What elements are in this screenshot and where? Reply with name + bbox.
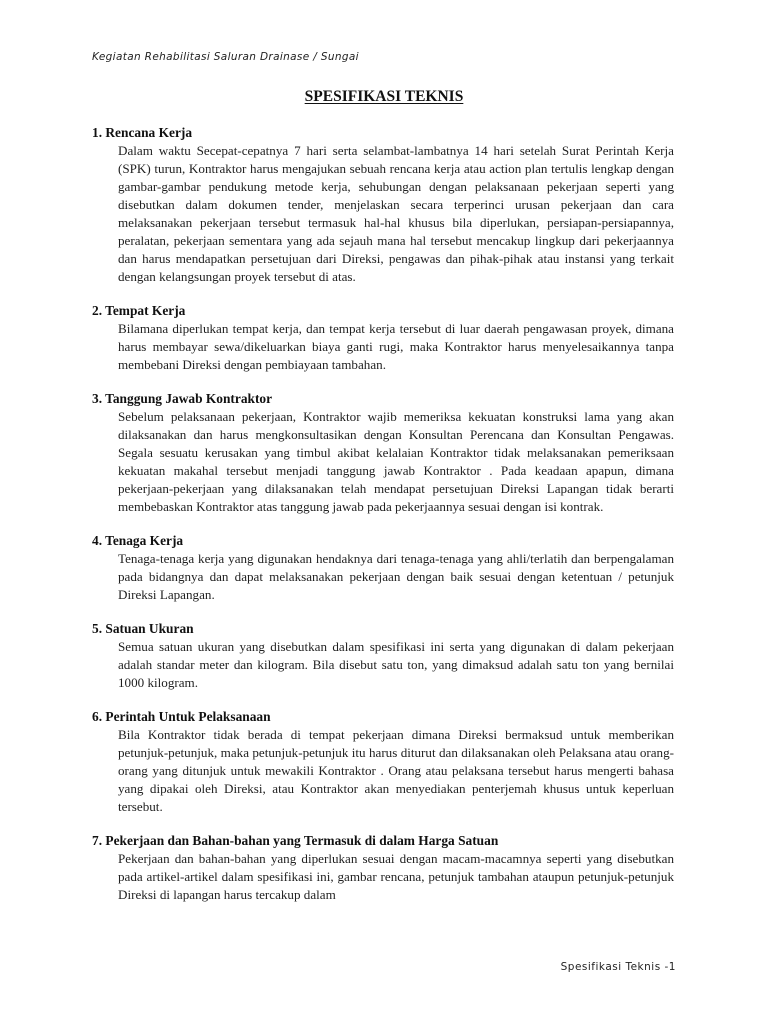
section-paragraph: Pekerjaan dan bahan-bahan yang diperlukan sesuai dengan macam-macamnya seperti yang disebutkan pada artikel-artikel dalam spesifikasi ini, gambar rencana, petunjuk tambahan ataupun petunjuk-petunjuk Direksi di lapangan harus tercakup dalam (118, 851, 674, 902)
page-footer: Spesifikasi Teknis -1 (560, 961, 676, 973)
section-paragraph: Tenaga-tenaga kerja yang digunakan hendaknya dari tenaga-tenaga yang ahli/terlatih dan berpengalaman pada bidangnya dan dapat melaksanakan pekerjaan dengan baik sesuai dengan ketentuan / petunjuk Direksi Lapangan. (118, 551, 674, 602)
section-heading: 7. Pekerjaan dan Bahan-bahan yang Termasuk di dalam Harga Satuan (92, 833, 499, 848)
section-heading: 6. Perintah Untuk Pelaksanaan (92, 709, 271, 724)
section-rencana-kerja (92, 124, 674, 286)
section-paragraph: Dalam waktu Secepat-cepatnya 7 hari serta selambat-lambatnya 14 hari setelah Surat Perintah Kerja (SPK) turun, Kontraktor harus mengajukan sebuah rencana kerja atau action plan tertulis lengkap dengan gambar-gambar pendukung metode kerja, sehubungan dengan pelaksanaan pekerjaan seperti yang disebutkan dalam dokumen tender, menjelaskan secara terperinci urusan pekerjaan dan cara melaksanakan pekerjaan tersebut termasuk hal-hal khusus bila diperlukan, persiapan-persiapannya, peralatan, pekerjaan sementara yang ada sejauh mana hal tersebut mencakup lingkup dari pekerjaannya dan harus mendapatkan persetujuan dari Direksi, pengawas dan pihak-pihak atau instansi yang terkait dengan kelangsungan proyek tersebut di atas. (118, 143, 674, 284)
document-body (92, 124, 674, 920)
section-paragraph: Semua satuan ukuran yang disebutkan dalam spesifikasi ini serta yang digunakan di dalam pekerjaan adalah standar meter dan kilogram. Bila disebut satu ton, yang dimaksud adalah satu ton yang bernilai 1000 kilogram. (118, 639, 674, 690)
section-paragraph: Sebelum pelaksanaan pekerjaan, Kontraktor wajib memeriksa kekuatan konstruksi lama yang akan dilaksanakan dan harus mengkonsultasikan dengan Konsultan Perencana dan Konsultan Pengawas. Segala sesuatu kerusakan yang timbul akibat kelalaian Kontraktor tidak melaksanakan pemeriksaan kekuatan makahal tersebut menjadi tanggung jawab Kontraktor . Pada keadaan apapun, dimana pekerjaan-pekerjaan yang dilaksanakan telah mendapat persetujuan Direksi Lapangan tidak berarti membebaskan Kontraktor atas tanggung jawab pada pekerjaannya sesuai dengan isi kontrak. (118, 409, 674, 514)
section-tenaga-kerja (92, 532, 674, 604)
section-heading: 1. Rencana Kerja (92, 125, 193, 140)
running-header: Kegiatan Rehabilitasi Saluran Drainase / Sungai (92, 51, 359, 63)
section-perintah-pelaksanaan (92, 708, 674, 816)
section-tanggung-jawab-kontraktor (92, 390, 674, 516)
section-satuan-ukuran (92, 620, 674, 692)
section-paragraph: Bila Kontraktor tidak berada di tempat pekerjaan dimana Direksi bermaksud untuk memberikan petunjuk-petunjuk, maka petunjuk-petunjuk itu harus diturut dan dilaksanakan oleh Pelaksana atau orang-orang yang ditunjuk untuk mewakili Kontraktor . Orang atau pelaksana tersebut harus mengerti bahasa yang dipakai oleh Direksi, atau Kontraktor akan menyediakan penterjemah khusus untuk keperluan tersebut. (118, 727, 674, 814)
section-harga-satuan (92, 832, 674, 904)
section-heading: 3. Tanggung Jawab Kontraktor (92, 391, 273, 406)
document-title: SPESIFIKASI TEKNIS (304, 88, 464, 105)
section-paragraph: Bilamana diperlukan tempat kerja, dan tempat kerja tersebut di luar daerah pengawasan proyek, dimana harus membayar sewa/dikeluarkan biaya ganti rugi, maka Kontraktor harus menyelesaikannya tanpa membebani Direksi dengan pembiayaan tambahan. (118, 321, 674, 372)
section-heading: 2. Tempat Kerja (92, 303, 186, 318)
section-heading: 4. Tenaga Kerja (92, 533, 184, 548)
section-heading: 5. Satuan Ukuran (92, 621, 194, 636)
section-tempat-kerja (92, 302, 674, 374)
